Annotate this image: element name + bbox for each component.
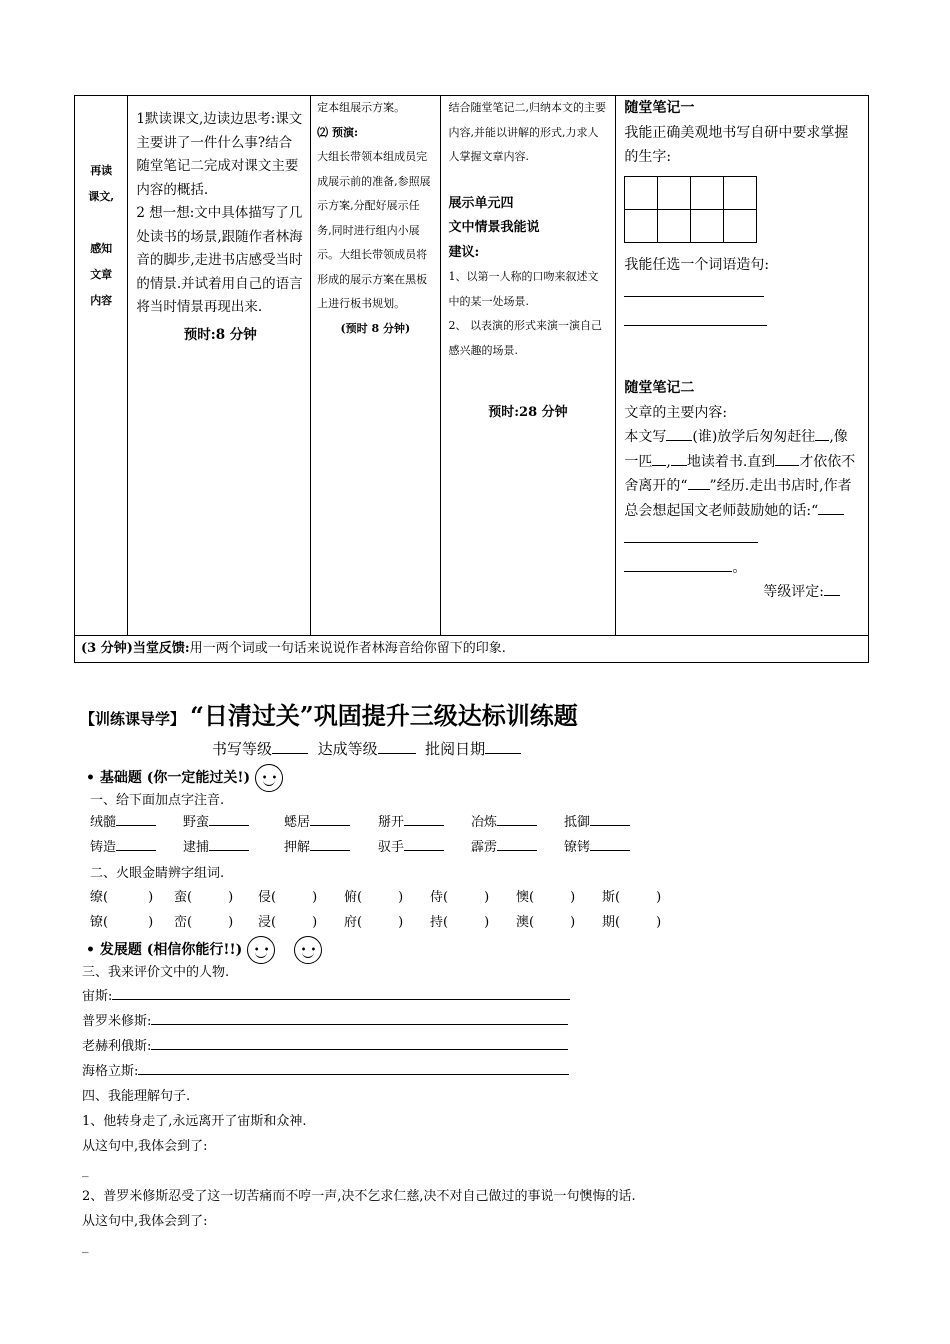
q1-word-1: 绒髓 — [90, 814, 183, 832]
lesson-table — [74, 95, 869, 663]
sentence-blank-2[interactable] — [624, 311, 767, 326]
q1-word-5: 冶炼 — [471, 814, 564, 832]
q2-char-4: 俯( ) — [344, 890, 404, 905]
training-main-title: “日清过关”巩固提升三级达标训练题 — [190, 701, 578, 730]
note2-paragraph — [624, 425, 860, 523]
note2-p3: ,像一匹 — [624, 429, 848, 470]
q4-prompt-2: 从这句中,我体会到了: — [82, 1214, 208, 1229]
dev-title: • 发展题 (相信你能行!!) — [86, 942, 243, 958]
blank-quote[interactable] — [818, 500, 844, 515]
grade-line — [212, 740, 521, 758]
review-date-blank[interactable] — [485, 753, 521, 754]
q1-word-4: 掰开 — [378, 814, 471, 832]
blank-animal[interactable] — [652, 451, 666, 466]
writing-grade-label: 书写等级 — [212, 740, 273, 758]
q2-row-2 — [90, 914, 682, 932]
quote-blank-1[interactable] — [624, 528, 758, 543]
grade-blank[interactable] — [824, 581, 840, 596]
sentence-blank-1[interactable] — [624, 282, 764, 297]
q4-sentence-2: 2、普罗米修斯忍受了这一切苦痛而不哼一声,决不乞求仁慈,决不对自己做过的事说一句懊悔的话. — [82, 1189, 636, 1204]
blank-manner[interactable] — [671, 451, 687, 466]
smiley-icon-1 — [247, 936, 275, 964]
rehearsal-heading: ⑵ 预演: — [317, 125, 359, 139]
task-text-1: 1默读课文,边读边思考:课文主要讲了一件什么事?结合随堂笔记二完成对课文主要内容的概括. — [136, 111, 303, 198]
q3-person-1: 宙斯: — [82, 988, 570, 1006]
basic-section-title — [86, 764, 283, 792]
notes-cell — [616, 96, 869, 636]
q1-row-2 — [90, 839, 644, 857]
unit-cell — [440, 96, 616, 636]
training-header — [80, 696, 578, 731]
q1-word-10: 驭手 — [378, 839, 471, 857]
q4-prompt-1: 从这句中,我体会到了: — [82, 1139, 208, 1154]
q1-word-12: 镣铐 — [564, 839, 644, 857]
q2-char-6: 懊( ) — [516, 890, 576, 905]
q3-person-3: 老赫利俄斯: — [82, 1038, 568, 1056]
q3-person-4: 海格立斯: — [82, 1063, 569, 1081]
q2-char-5: 侍( ) — [430, 890, 490, 905]
q1-row-1 — [90, 814, 644, 832]
q4-blank-1[interactable]: _ — [82, 1163, 89, 1178]
unit-time: 预时:28 分钟 — [488, 405, 568, 420]
note2-label: 文章的主要内容: — [624, 404, 728, 421]
blank-place[interactable] — [815, 426, 829, 441]
q1-word-9: 押解 — [284, 839, 378, 857]
character-grid[interactable] — [624, 176, 757, 243]
blank-until[interactable] — [775, 451, 799, 466]
q1-word-2: 野蛮 — [183, 814, 284, 832]
rehearsal-cell — [311, 96, 440, 636]
q1-word-3: 蟋居 — [284, 814, 378, 832]
q1-word-8: 逮捕 — [183, 839, 284, 857]
q2-char-2: 蛮( ) — [174, 890, 234, 905]
q2-char-3: 侵( ) — [258, 890, 318, 905]
q2-char-9: 峦( ) — [174, 915, 234, 930]
note1-title: 随堂笔记一 — [624, 100, 695, 116]
side-label-2: 课文, — [88, 190, 115, 203]
blank-who[interactable] — [666, 426, 692, 441]
basic-title: • 基础题 (你一定能过关!) — [86, 770, 251, 786]
side-label-cell — [75, 96, 128, 636]
review-date-label: 批阅日期 — [425, 740, 486, 758]
grade-label: 等级评定: — [763, 584, 824, 600]
q2-char-11: 府( ) — [344, 915, 404, 930]
task-time: 预时:8 分钟 — [183, 326, 257, 343]
side-label-6: 内容 — [90, 294, 113, 307]
side-label-1: 再读 — [90, 164, 113, 177]
note2-p1: 本文写 — [624, 429, 667, 445]
feedback-text: 用一两个词或一句话来说说作者林海音给你留下的印象. — [189, 641, 506, 656]
q2-char-12: 持( ) — [430, 915, 490, 930]
note2-title: 随堂笔记二 — [624, 380, 695, 396]
q1-word-11: 霹雳 — [471, 839, 564, 857]
dev-section-title — [86, 936, 322, 964]
q4-blank-2[interactable]: _ — [82, 1239, 89, 1254]
quote-blank-2[interactable] — [624, 557, 732, 572]
training-bracket-title: 【训练课导学】 — [80, 710, 186, 728]
q1-title: 一、给下面加点字注音. — [90, 793, 225, 808]
q3-title: 三、我来评价文中的人物. — [82, 965, 230, 980]
q2-title: 二、火眼金睛辨字组词. — [90, 866, 225, 881]
unit-text-1: 结合随堂笔记二,归纳本文的主要内容,并能以讲解的形式,力求人人掌握文章内容. — [448, 101, 607, 163]
smiley-icon — [255, 764, 283, 792]
q2-char-8: 镣( ) — [90, 915, 154, 930]
unit-title: 展示单元四 — [448, 195, 514, 211]
rehearsal-time: (预时 8 分钟) — [340, 321, 411, 335]
q2-char-10: 浸( ) — [258, 915, 318, 930]
writing-grade-blank[interactable] — [272, 753, 308, 754]
q3-person-2: 普罗米修斯: — [82, 1013, 568, 1031]
q2-row-1 — [90, 889, 682, 907]
q4-sentence-1: 1、他转身走了,永远离开了宙斯和众神. — [82, 1114, 307, 1129]
smiley-icon-2 — [294, 936, 322, 964]
unit-suggest-2: 2、 以表演的形式来演一演自己感兴趣的场景. — [448, 319, 603, 357]
note1-sentence: 我能任选一个词语造句: — [624, 256, 770, 273]
note2-p6: 才依依不舍离开的“ — [624, 453, 856, 494]
side-label-5: 文章 — [90, 268, 113, 281]
q1-word-6: 抵御 — [564, 814, 644, 832]
q2-char-1: 缭( ) — [90, 890, 154, 905]
task-cell — [128, 96, 311, 636]
note2-p5: 地读着书.直到 — [686, 453, 776, 470]
rehearsal-text-2: 大组长带领本组成员完成展示前的准备,参照展示方案,分配好展示任务,同时进行组内小展示。大组长带领成员将形成的展示方案在黑板上进行板书规划。 — [317, 150, 431, 310]
q2-char-13: 澳( ) — [516, 915, 576, 930]
feedback-row — [75, 636, 869, 663]
achievement-grade-label: 达成等级 — [317, 740, 378, 758]
achievement-grade-blank[interactable] — [378, 753, 416, 754]
note1-text: 我能正确美观地书写自研中要求掌握的生字: — [624, 124, 849, 165]
note2-p8: 。 — [732, 559, 747, 576]
side-label-4: 感知 — [90, 242, 113, 255]
feedback-label: (3 分钟)当堂反馈: — [81, 641, 190, 656]
rehearsal-text-1: 定本组展示方案。 — [317, 101, 406, 114]
blank-experience[interactable] — [688, 475, 710, 490]
unit-suggest-1: 1、以第一人称的口吻来叙述文中的某一处场景. — [448, 270, 599, 308]
note2-p4: , — [666, 453, 671, 470]
task-text-2: 2 想一想:文中具体描写了几处读书的场景,跟随作者林海音的脚步,走进书店感受当时的情景.并试着用自己的语言将当时情景再现出来. — [136, 205, 303, 315]
q1-word-7: 铸造 — [90, 839, 183, 857]
q2-char-14: 期( ) — [602, 915, 662, 930]
note2-p7: ”经历.走出书店时,作者总会想起国文老师鼓励她的话:“ — [624, 478, 852, 519]
unit-subtitle: 文中情景我能说 — [448, 220, 540, 235]
unit-suggest: 建议: — [448, 244, 480, 260]
q4-title: 四、我能理解句子. — [82, 1089, 191, 1104]
note2-p2: (谁)放学后匆匆赶往 — [692, 429, 816, 445]
q2-char-7: 斯( ) — [602, 890, 662, 905]
